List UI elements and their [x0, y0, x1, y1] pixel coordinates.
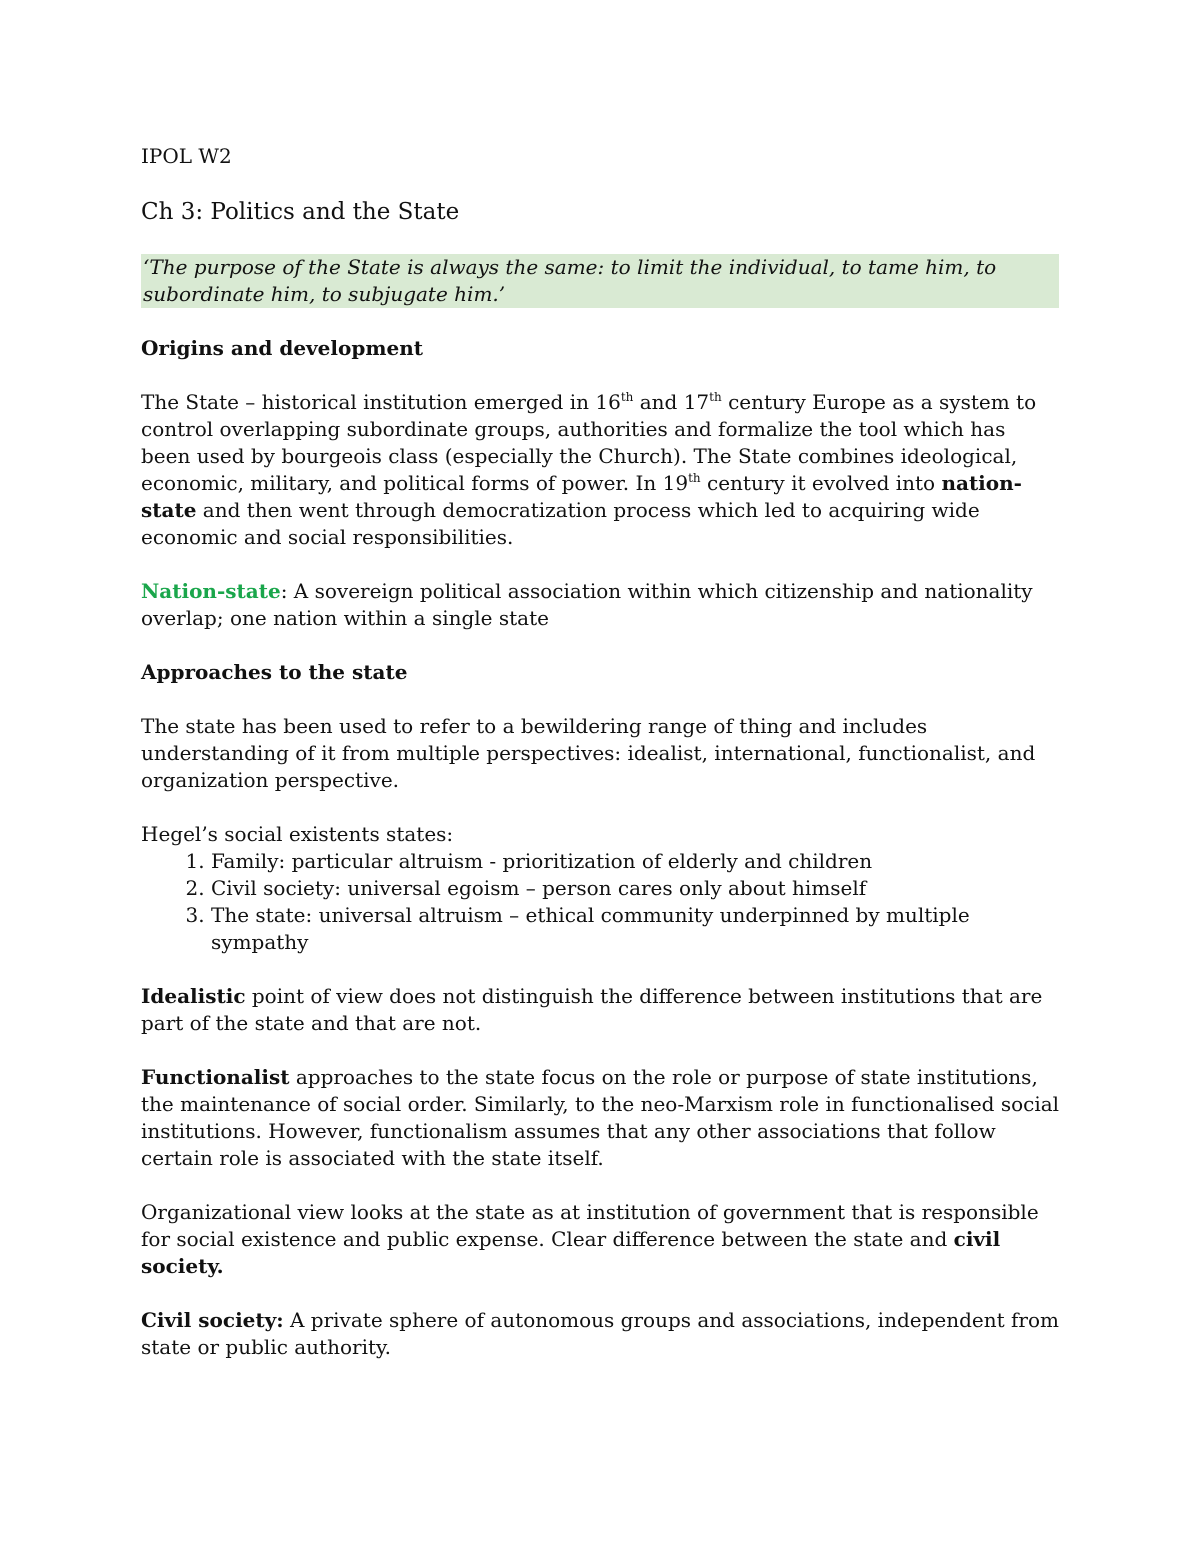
superscript: th	[688, 471, 701, 485]
organizational-paragraph	[141, 1199, 1061, 1280]
text-run: Organizational view looks at the state as at institution of government that is responsible for social existence and public expense. Clear difference between the state and	[141, 1200, 1039, 1251]
text-run: The State – historical institution emerged in 16	[141, 390, 621, 414]
civil-society-definition	[141, 1307, 1061, 1361]
list-item: 2. Civil society: universal egoism – person cares only about himself	[211, 875, 1061, 902]
chapter-title: Ch 3: Politics and the State	[141, 199, 460, 225]
definition-term: Nation-state	[141, 579, 281, 603]
bold-term-functionalist: Functionalist	[141, 1065, 290, 1089]
text-run: approaches to the state focus on the role or purpose of state institutions, the maintenance of social order. Similarly, to the neo-Marxism role in functionalised social institutions. However, functionalism assumes that any other associations that follow certain role is associated with the state itself.	[141, 1065, 1060, 1170]
functionalist-paragraph	[141, 1064, 1061, 1172]
text-run: and then went through democratization process which led to acquiring wide economic and social responsibilities.	[141, 498, 980, 549]
document-label: IPOL W2	[141, 144, 232, 168]
approaches-intro: The state has been used to refer to a bewildering range of thing and includes understanding of it from multiple perspectives: idealist, international, functionalist, and organization perspective.	[141, 714, 1036, 792]
section-heading-origins: Origins and development	[141, 336, 423, 360]
bold-term-nation-state: nation-state	[141, 471, 1022, 522]
origins-paragraph	[141, 389, 1061, 551]
hegel-intro: Hegel’s social existents states:	[141, 822, 454, 846]
text-run: point of view does not distinguish the difference between institutions that are part of the state and that are not.	[141, 984, 1043, 1035]
hegel-states-list	[141, 848, 1061, 956]
bold-term-civil-society: civil society.	[141, 1227, 1001, 1278]
nation-state-definition	[141, 578, 1061, 632]
bold-term-idealistic: Idealistic	[141, 984, 246, 1008]
text-run: and 17	[633, 390, 710, 414]
section-heading-approaches: Approaches to the state	[141, 660, 408, 684]
superscript: th	[709, 390, 722, 404]
text-run: century Europe as a system to control overlapping subordinate groups, authorities and formalize the tool which has been used by bourgeois class (especially the Church). The State combines ideological, economic, military, and political forms of power. In 19	[141, 390, 1037, 495]
definition-text: A private sphere of autonomous groups and associations, independent from state or public authority.	[141, 1308, 1060, 1359]
highlighted-quote: ‘The purpose of the State is always the same: to limit the individual, to tame him, to subordinate him, to subjugate him.’	[141, 254, 1059, 308]
text-run: century it evolved into	[700, 471, 942, 495]
list-item: 1. Family: particular altruism - prioritization of elderly and children	[211, 848, 1061, 875]
superscript: th	[620, 390, 634, 404]
list-item: 3. The state: universal altruism – ethical community underpinned by multiple sympathy	[211, 902, 1061, 956]
idealistic-paragraph	[141, 983, 1061, 1037]
definition-text: : A sovereign political association within which citizenship and nationality overlap; one nation within a single state	[141, 579, 1033, 630]
definition-term: Civil society:	[141, 1308, 284, 1332]
document-page	[141, 143, 1061, 1388]
